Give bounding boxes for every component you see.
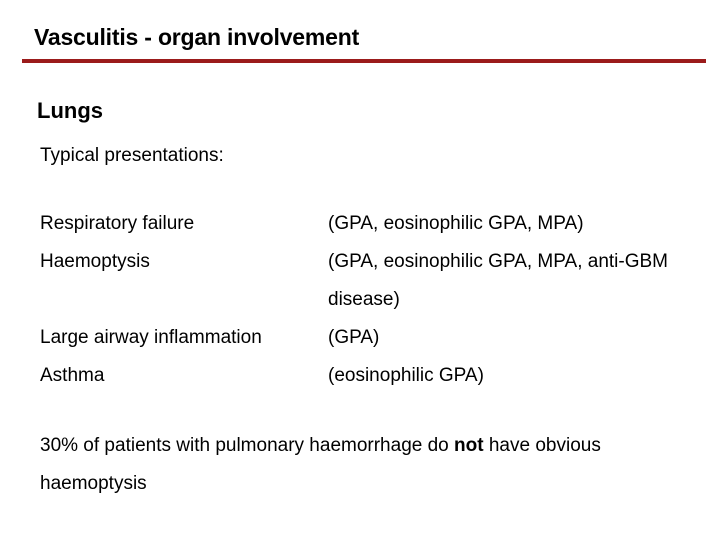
- presentation-row-haemoptysis: [40, 243, 690, 319]
- presentations-list: [40, 205, 690, 395]
- presentation-value: (GPA, eosinophilic GPA, MPA, anti-GBM disease): [328, 251, 668, 310]
- footnote-text: [40, 427, 660, 503]
- footnote-emphasis: not: [454, 435, 484, 456]
- intro-text: Typical presentations:: [40, 145, 224, 166]
- footnote-before: 30% of patients with pulmonary haemorrhage do: [40, 435, 455, 456]
- presentation-row-respiratory-failure: [40, 205, 690, 243]
- presentation-value: (GPA): [328, 327, 380, 348]
- footnote-after: have obvious haemoptysis: [40, 435, 601, 494]
- presentation-row-large-airway: [40, 319, 690, 357]
- presentation-label: Respiratory failure: [40, 213, 195, 234]
- slide-title: Vasculitis - organ involvement: [34, 24, 360, 50]
- title-underline: [22, 59, 706, 63]
- presentation-row-asthma: [40, 357, 690, 395]
- presentation-label: Haemoptysis: [40, 251, 150, 272]
- presentation-value: (eosinophilic GPA): [328, 365, 484, 386]
- section-heading: Lungs: [37, 98, 103, 123]
- presentation-value: (GPA, eosinophilic GPA, MPA): [328, 213, 584, 234]
- presentation-label: Asthma: [40, 365, 105, 386]
- presentation-label: Large airway inflammation: [40, 327, 262, 348]
